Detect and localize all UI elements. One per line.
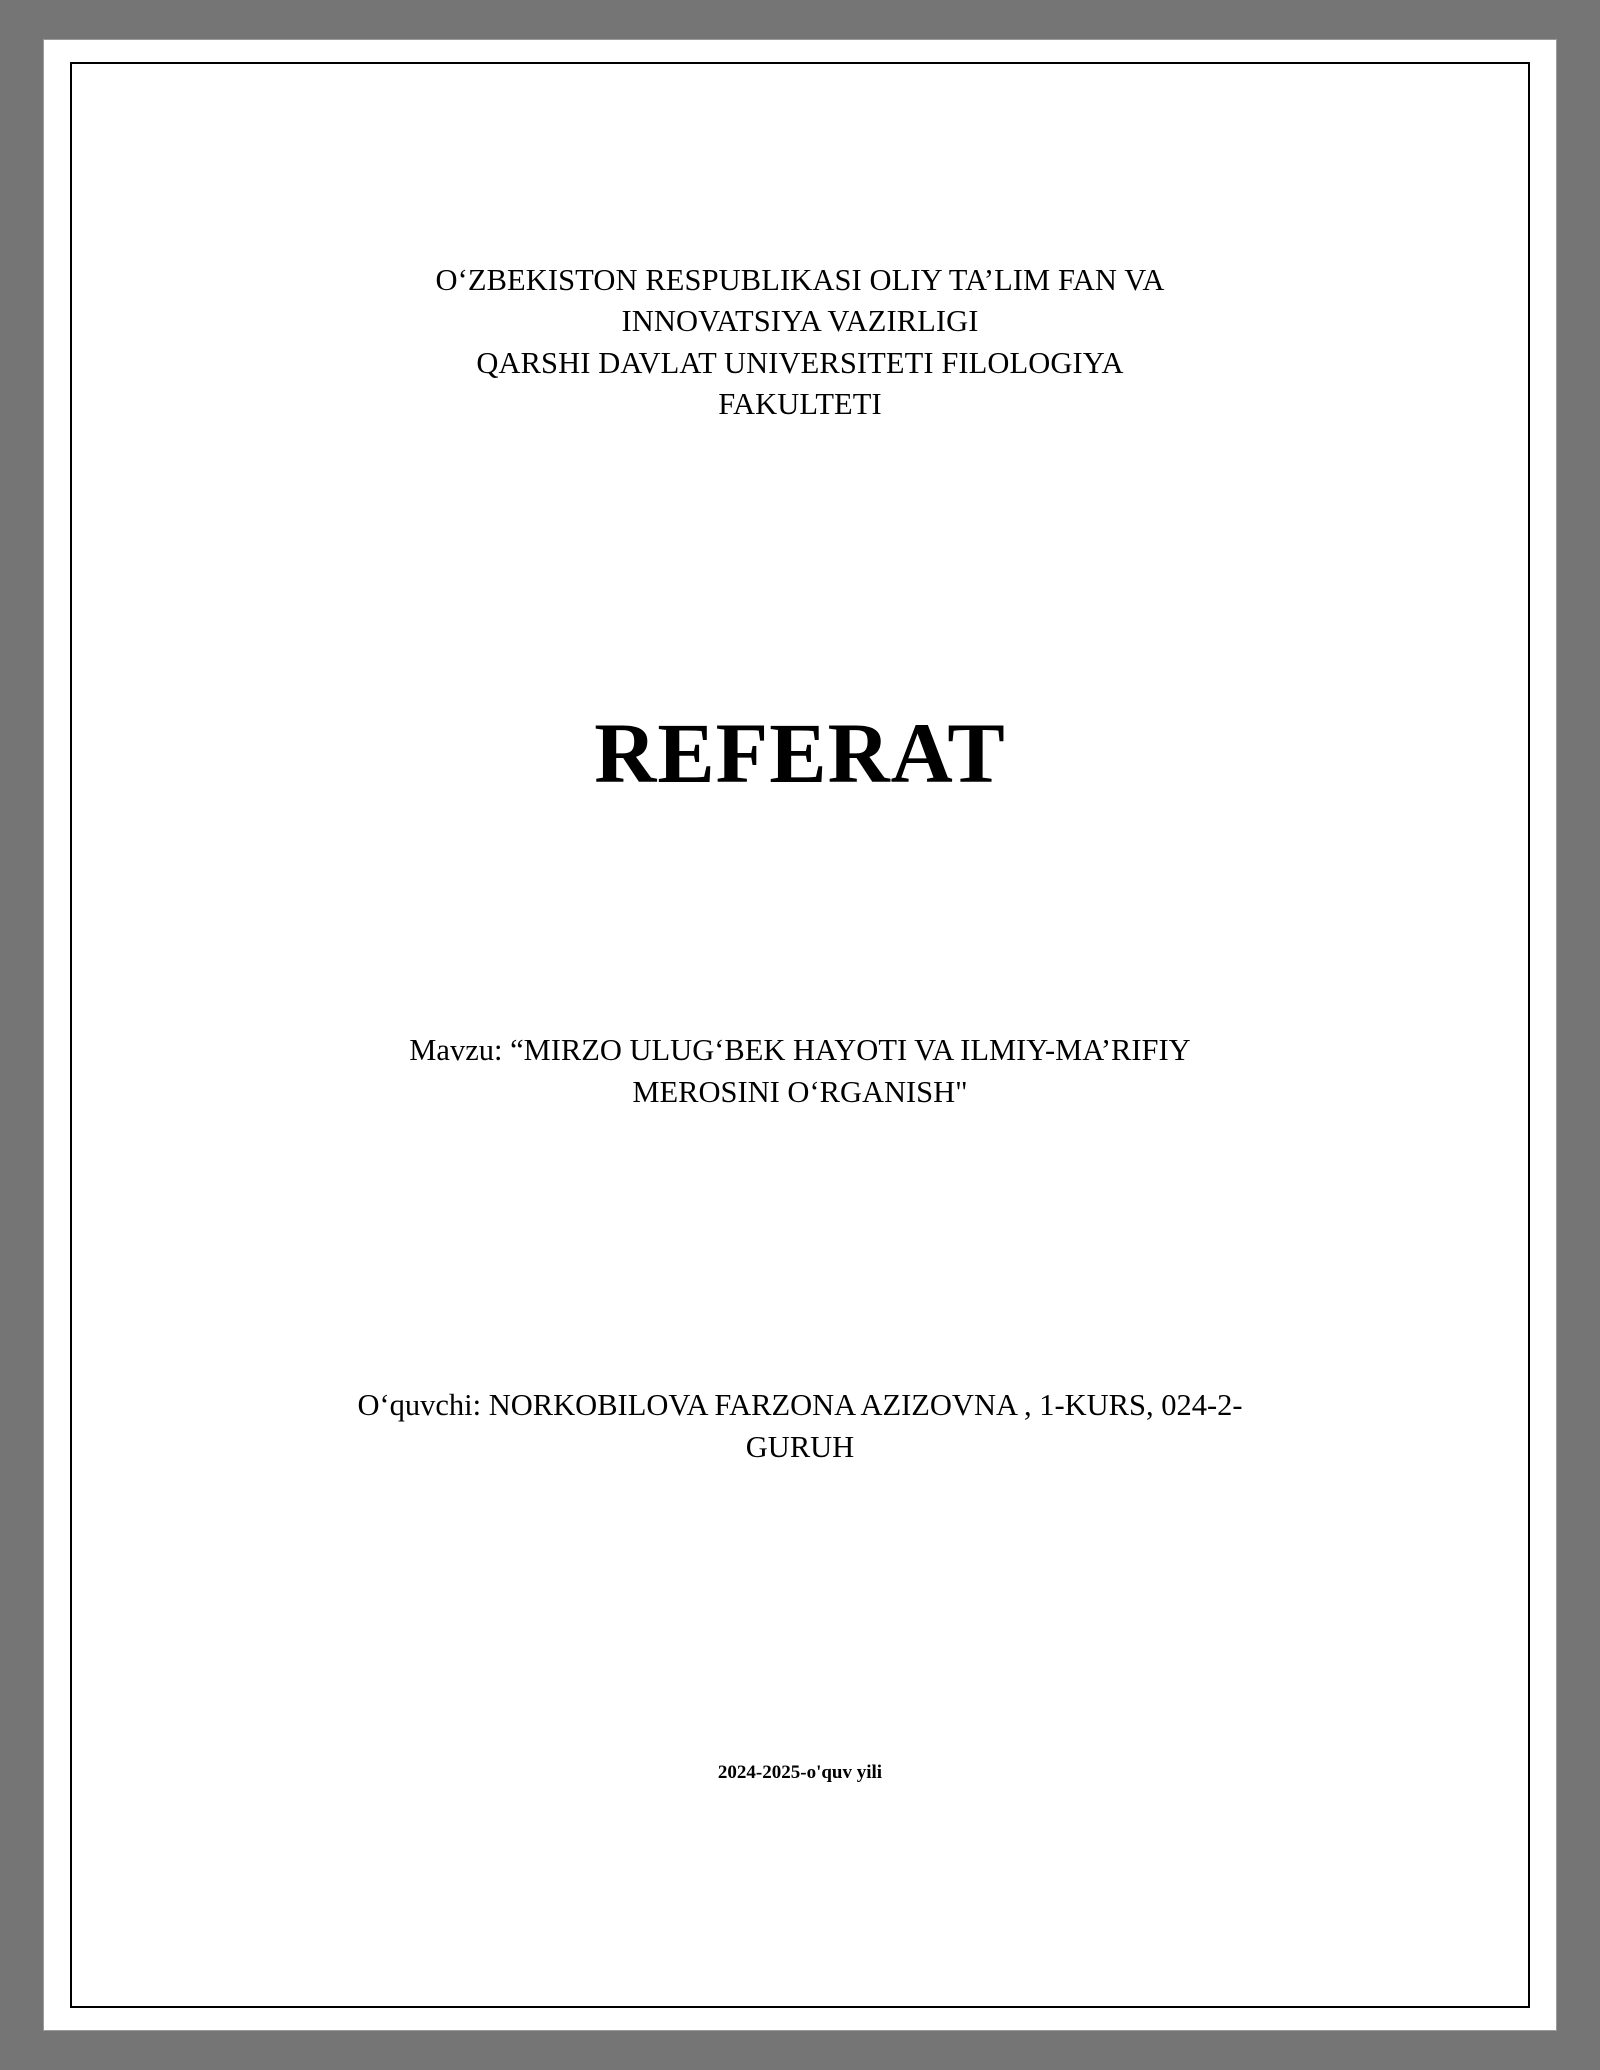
organization-heading <box>190 260 1410 426</box>
author-line-2: GURUH <box>745 1429 855 1464</box>
academic-year-footer: 2024-2025-o'quv yili <box>717 1762 883 1783</box>
document-page <box>44 40 1556 2030</box>
document-title: REFERAT <box>594 704 1006 801</box>
page-content <box>70 62 1530 2008</box>
organization-line-3: QARSHI DAVLAT UNIVERSITETI FILOLOGIYA <box>476 345 1124 380</box>
organization-line-2: INNOVATSIYA VAZIRLIGI <box>621 304 979 339</box>
author-line-1: O‘quvchi: NORKOBILOVA FARZONA AZIZOVNA , 1-KURS, 024-2- <box>357 1388 1243 1423</box>
author-block <box>190 1385 1410 1468</box>
subject-line-2: MEROSINI O‘RGANISH" <box>632 1074 968 1109</box>
organization-line-4: FAKULTETI <box>718 387 882 422</box>
organization-line-1: O‘ZBEKISTON RESPUBLIKASI OLIY TA’LIM FAN VA <box>435 263 1165 297</box>
subject-line-1: Mavzu: “MIRZO ULUG‘BEK HAYOTI VA ILMIY-MA’RIFIY <box>409 1033 1191 1068</box>
subject-block <box>190 1030 1410 1113</box>
